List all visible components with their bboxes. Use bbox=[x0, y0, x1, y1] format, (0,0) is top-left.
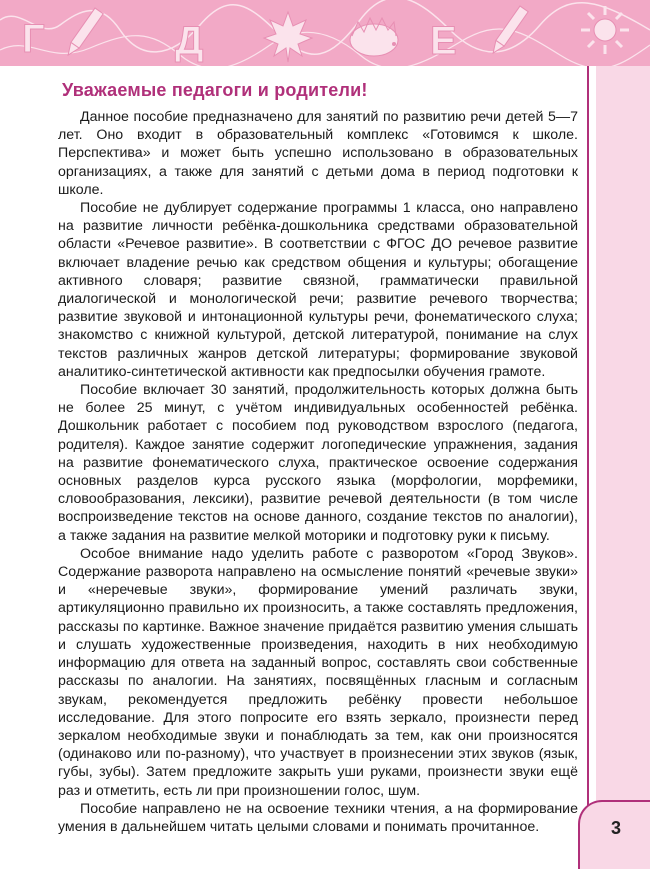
page-number: 3 bbox=[610, 818, 621, 838]
hedgehog-icon bbox=[350, 18, 398, 56]
swirl-line-2 bbox=[0, 29, 650, 66]
swirl-line bbox=[0, 0, 650, 54]
letter-e-icon: Е bbox=[430, 19, 457, 63]
side-margin-band bbox=[596, 66, 650, 869]
main-text bbox=[58, 80, 578, 836]
paragraph: Пособие не дублирует содержание программы 1 класса, оно направлено на развитие личности ребёнка-дошкольника средствами образовательной области «Речевое развитие». В соответствии с ФГОС ДО речевое развитие включает владение речью как средством общения и культуры; обогащение активного словаря; развитие связной, грамматически правильной диалогической и монологической речи; развитие речевого творчества; развитие звуковой и интонационной культуры речи, фонематического слуха; знакомство с книжной культурой, детской литературой, понимание на слух текстов различных жанров детской литературы; формирование звуковой аналитико-синтетической активности как предпосылки обучения грамоте. bbox=[58, 200, 578, 380]
paragraph: Особое внимание надо уделить работе с разворотом «Город Звуков». Содержание разворота направлено на осмысление понятий «речевые звуки» и «неречевые звуки», формирование умений различать звуки, артикуляционно правильно их произносить, а также составлять предложения, рассказы по картинке. Важное значение придаётся развитию умения слышать и слушать художественные произведения, находить в них необходимую информацию для ответа на заданный вопрос, составлять свои собственные рассказы по аналогии. На занятиях, посвящённых гласным и согласным звукам, рекомендуется предложить ребёнку провести небольшое исследование. Для этого попросите его взять зеркало, произнести перед зеркалом необходимые звуки и понаблюдать за тем, как они произносятся (одинаково или по-разному), что участвует в произнесении этих звуков (язык, губы, зубы). Затем предложите закрыть уши руками, произнести звуки ещё раз и отметить, есть ли при произношении голос, шум. bbox=[58, 545, 578, 799]
maple-leaf-icon bbox=[264, 12, 312, 62]
sun-icon bbox=[581, 6, 629, 54]
side-margin-line bbox=[587, 66, 589, 869]
paragraph: Пособие включает 30 занятий, продолжительность которых должна быть не более 25 минут, с учётом индивидуальных особенностей ребёнка. Дошкольник работает с пособием под руководством взрослого (педагога, родителя). Каждое занятие содержит логопедические упражнения, задания на развитие фонематического слуха, практическое освоение содержания основных разделов курса русского языка (морфологии, морфемики, словообразования, лексики), развитие речевой деятельности (в том числе воспроизведение текстов на основе данного, создание текстов по аналогии), а также задания на развитие мелкой моторики и подготовку руки к письму. bbox=[58, 382, 578, 544]
header-banner bbox=[0, 0, 650, 66]
letter-d-icon: Д bbox=[175, 19, 204, 63]
letter-g-icon: Г bbox=[22, 17, 45, 61]
banner-decoration bbox=[0, 0, 650, 66]
paragraph: Пособие направлено не на освоение техники чтения, а на формирование умения в дальнейшем читать целыми словами и понимать прочитанное. bbox=[58, 800, 578, 835]
paragraph: Данное пособие предназначено для занятий по развитию речи детей 5—7 лет. Оно входит в образовательный комплекс «Готовимся к школе. Перспектива» и может быть успешно использовано в образовательных организациях, а также для занятий с детьми дома в период подготовки к школе. bbox=[58, 109, 578, 198]
page-title: Уважаемые педагоги и родители! bbox=[62, 80, 368, 100]
